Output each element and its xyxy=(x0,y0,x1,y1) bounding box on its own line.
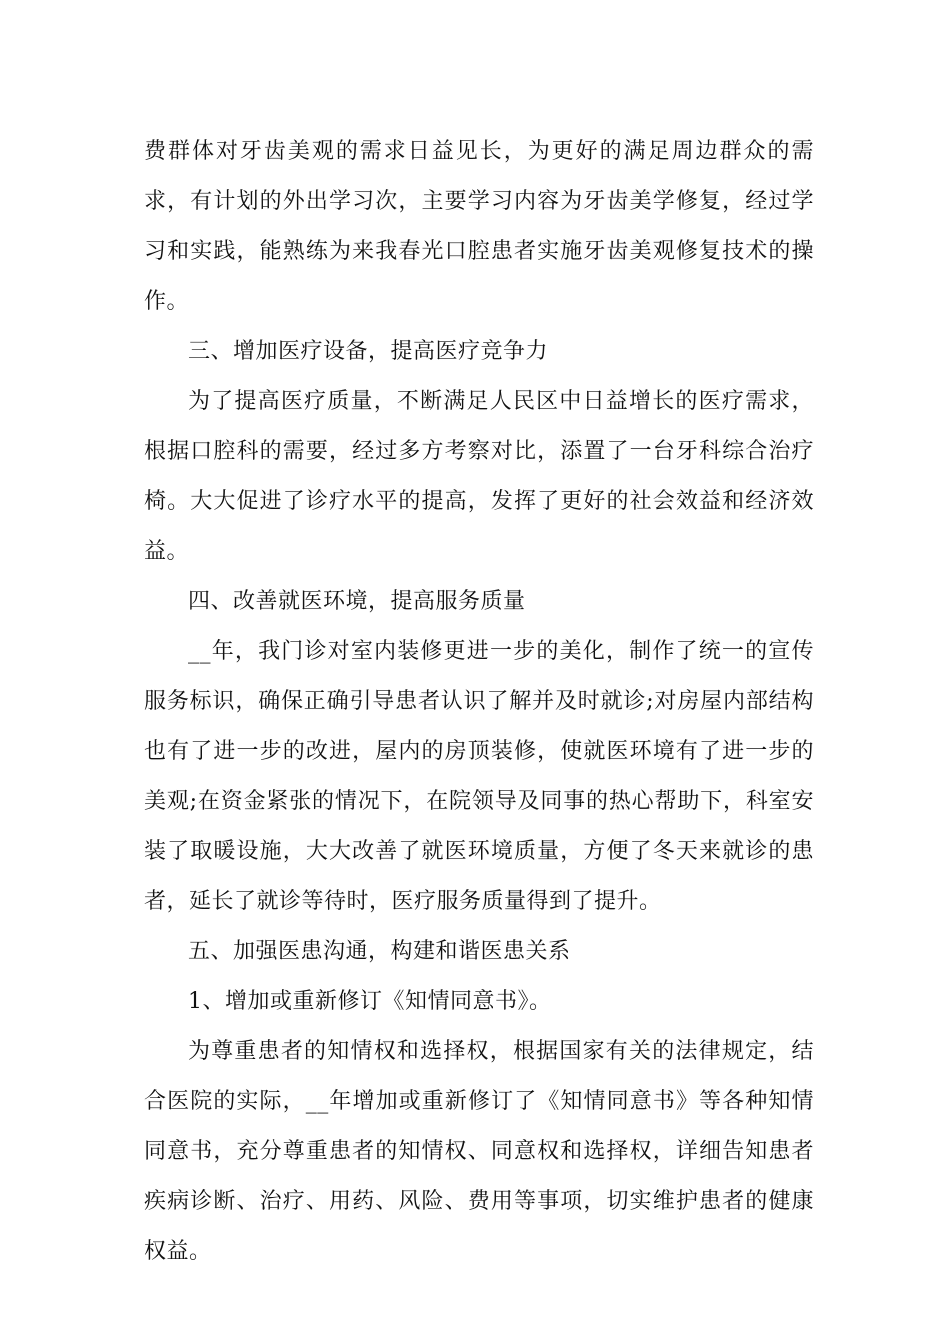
paragraph-environment: __年，我门诊对室内装修更进一步的美化，制作了统一的宣传服务标识，确保正确引导患者认识了解并及时就诊;对房屋内部结构也有了进一步的改进，屋内的房顶装修，使就医环境有了进一步的美观;在资金紧张的情况下，在院领导及同事的热心帮助下，科室安装了取暖设施，大大改善了就医环境质量，方便了冬天来就诊的患者，延长了就诊等待时，医疗服务质量得到了提升。 xyxy=(144,639,814,914)
section-heading-environment: 四、改善就医环境，提高服务质量 xyxy=(188,589,526,614)
paragraph-equipment: 为了提高医疗质量，不断满足人民区中日益增长的医疗需求，根据口腔科的需要，经过多方考察对比，添置了一台牙科综合治疗椅。大大促进了诊疗水平的提高，发挥了更好的社会效益和经济效益。 xyxy=(144,389,814,564)
document-body xyxy=(144,127,814,1277)
subheading-consent: 1、增加或重新修订《知情同意书》。 xyxy=(188,989,552,1014)
section-heading-equipment: 三、增加医疗设备，提高医疗竞争力 xyxy=(188,339,549,364)
section-heading-communication: 五、加强医患沟通，构建和谐医患关系 xyxy=(188,939,571,964)
paragraph-consent: 为尊重患者的知情权和选择权，根据国家有关的法律规定，结合医院的实际，__年增加或重新修订了《知情同意书》等各种知情同意书，充分尊重患者的知情权、同意权和选择权，详细告知患者疾病诊断、治疗、用药、风险、费用等事项，切实维护患者的健康权益。 xyxy=(144,1039,814,1264)
paragraph-continued: 费群体对牙齿美观的需求日益见长，为更好的满足周边群众的需求，有计划的外出学习次，主要学习内容为牙齿美学修复，经过学习和实践，能熟练为来我春光口腔患者实施牙齿美观修复技术的操作。 xyxy=(144,139,814,314)
